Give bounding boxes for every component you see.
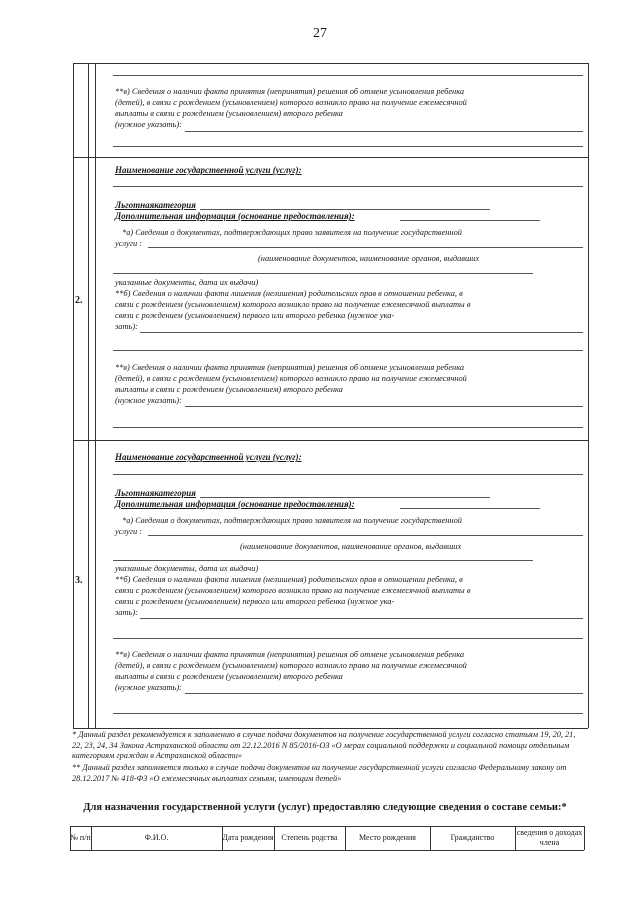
row3-a-note: (наименование документов, наименование органов, выдавших	[240, 542, 462, 551]
row-separator-2	[73, 440, 588, 441]
row-number: 3.	[75, 575, 83, 586]
fill-line	[185, 131, 583, 132]
block1-v-line-1: **в) Сведения о наличии факта принятия (непринятия) решения об отмене усыновления ребенка	[115, 87, 465, 96]
table-left-line	[73, 63, 74, 728]
row3-b-line-1: **б) Сведения о наличии факта лишения (нелишения) родительских прав в отношении ребенка, в	[115, 575, 463, 584]
fill-line	[400, 220, 540, 221]
fill-line	[113, 560, 533, 561]
fill-line	[185, 406, 583, 407]
fill-line	[200, 209, 490, 210]
row3-v-line-2: (детей), в связи с рождением (усыновлением) которого возникло право на получение ежемесячной	[115, 661, 467, 670]
fill-line	[113, 350, 583, 351]
service-title-label: Наименование государственной услуги (услуг):	[115, 452, 302, 462]
row-separator-1	[73, 157, 588, 158]
row3-b-line-2: связи с рождением (усыновлением) которого возникло право на получение ежемесячной выплаты в	[115, 586, 471, 595]
fill-line	[400, 508, 540, 509]
block1-v-line-2: (детей), в связи с рождением (усыновлением) которого возникло право на получение ежемесячной	[115, 98, 467, 107]
table-inner-col-line	[95, 63, 96, 728]
additional-info-label: Дополнительная информация (основание предоставления):	[115, 499, 355, 509]
footnote-1: * Данный раздел рекомендуется к заполнению в случае подачи документов на получение государственной услуги согласно статьям 19, 20, 21, 22, 23, 24, 34 Закона Астраханской области от 22.12.2016 N 85/2016-ОЗ «О мерах социальной поддержки и социальной помощи отдельным категориям граждан в Астраханской области»	[72, 730, 576, 760]
row2-v-line-4: (нужное указать):	[115, 396, 182, 405]
row2-a-note: (наименование документов, наименование органов, выдавших	[258, 254, 480, 263]
row2-b-line-4: зать):	[115, 322, 138, 331]
row-number: 2.	[75, 295, 83, 306]
fill-line	[113, 713, 583, 714]
row3-b-line-3: связи с рождением (усыновлением) первого или второго ребенка (нужное ука-	[115, 597, 395, 606]
row2-v-line-3: выплаты в связи с рождением (усыновлением) второго ребенка	[115, 385, 343, 394]
header-income: сведения о доходах члена	[516, 828, 583, 847]
row3-b-line-4: зать):	[115, 608, 138, 617]
header-fio: Ф.И.О.	[144, 833, 169, 842]
row2-a-line-2: услуги :	[115, 239, 143, 248]
fill-line	[148, 535, 583, 536]
table-bottom-line	[73, 728, 588, 729]
fill-line	[200, 497, 490, 498]
category-label: Льготнаякатегория	[115, 200, 196, 210]
row3-v-line-3: выплаты в связи с рождением (усыновлением) второго ребенка	[115, 672, 343, 681]
row2-b-line-3: связи с рождением (усыновлением) первого или второго ребенка (нужное ука-	[115, 311, 395, 320]
family-table-col	[584, 826, 585, 850]
additional-info-label: Дополнительная информация (основание предоставления):	[115, 211, 355, 221]
fill-line	[113, 75, 583, 76]
header-relation: Степень родства	[281, 833, 338, 842]
header-birth-place: Место рождения	[359, 833, 416, 842]
row3-a-note-2: указанные документы, дата их выдачи)	[115, 564, 259, 573]
fill-line	[140, 618, 583, 619]
table-right-line	[588, 63, 589, 728]
fill-line	[113, 146, 583, 147]
row2-a-note-2: указанные документы, дата их выдачи)	[115, 278, 259, 287]
block1-v-line-4: (нужное указать):	[115, 120, 182, 129]
footnote-2: ** Данный раздел заполняется только в случае подачи документов на получение государственной услуги согласно Федеральному закону от 28.12.2017 № 418-ФЗ «О ежемесячных выплатах семьям, имеющим детей»	[72, 763, 567, 783]
row3-a-line-2: услуги :	[115, 527, 143, 536]
fill-line	[113, 427, 583, 428]
row2-v-line-2: (детей), в связи с рождением (усыновлением) которого возникло право на получение ежемесячной	[115, 374, 467, 383]
page-number: 27	[313, 26, 327, 41]
table-number-col-line	[88, 63, 89, 728]
row2-a-line-1: *а) Сведения о документах, подтверждающих право заявителя на получение государственной	[122, 228, 462, 237]
row3-v-line-4: (нужное указать):	[115, 683, 182, 692]
header-citizenship: Гражданство	[450, 833, 495, 842]
fill-line	[140, 332, 583, 333]
family-heading: Для назначения государственной услуги (услуг) предоставляю следующие сведения о составе семьи:*	[83, 802, 567, 813]
fill-line	[148, 247, 583, 248]
row3-v-line-1: **в) Сведения о наличии факта принятия (непринятия) решения об отмене усыновления ребенка	[115, 650, 465, 659]
row2-b-line-1: **б) Сведения о наличии факта лишения (нелишения) родительских прав в отношении ребенка, в	[115, 289, 463, 298]
row2-b-line-2: связи с рождением (усыновлением) которого возникло право на получение ежемесячной выплаты в	[115, 300, 471, 309]
header-number: № п/п	[70, 833, 91, 842]
row3-a-line-1: *а) Сведения о документах, подтверждающих право заявителя на получение государственной	[122, 516, 462, 525]
fill-line	[185, 693, 583, 694]
fill-line	[113, 474, 583, 475]
family-table-bottom	[70, 850, 584, 851]
row2-v-line-1: **в) Сведения о наличии факта принятия (непринятия) решения об отмене усыновления ребенка	[115, 363, 465, 372]
service-title-label: Наименование государственной услуги (услуг):	[115, 165, 302, 175]
block1-v-line-3: выплаты в связи с рождением (усыновлением) второго ребенка	[115, 109, 343, 118]
category-label: Льготнаякатегория	[115, 488, 196, 498]
fill-line	[113, 638, 583, 639]
fill-line	[113, 186, 583, 187]
header-birth-date: Дата рождения	[222, 833, 274, 842]
table-top-line	[73, 63, 588, 64]
fill-line	[113, 273, 533, 274]
